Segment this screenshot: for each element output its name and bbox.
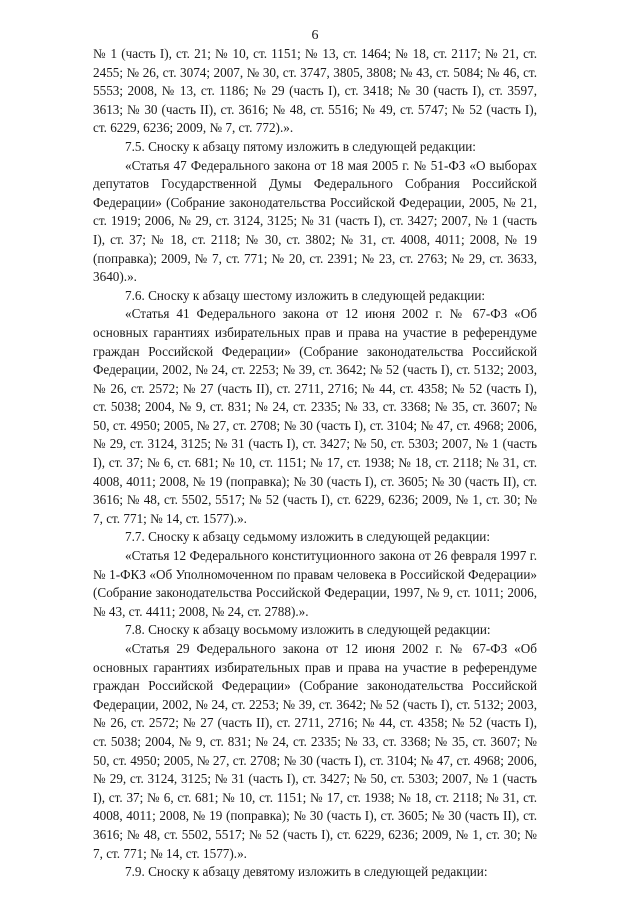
paragraph-7-7-heading: 7.7. Сноску к абзацу седьмому изложить в следующей редакции:	[125, 529, 491, 545]
page-number: 6	[311, 28, 319, 43]
document-body	[93, 45, 537, 882]
paragraph-7-8-text: «Статья 29 Федерального закона от 12 июня 2002 г. № 67-ФЗ «Об основных гарантиях избирательных прав и права на участие в референдуме граждан Российской Федерации» (Собрание законодательства Российской Федерации, 2002, № 24, ст. 2253; № 39, ст. 3642; № 52 (часть I), ст. 5132; 2003, № 26, ст. 2572; № 27 (часть II), ст. 2711, 2716; № 44, ст. 4358; № 52 (часть I), ст. 5038; 2004, № 9, ст. 831; № 24, ст. 2335; № 33, ст. 3368; № 35, ст. 3607; № 50, ст. 4950; 2005, № 27, ст. 2708; № 30 (часть I), ст. 3104; № 47, ст. 4968; 2006, № 29, ст. 3124, 3125; № 31 (часть I), ст. 3427; № 50, ст. 5303; 2007, № 1 (часть I), ст. 37; № 6, ст. 681; № 10, ст. 1151; № 17, ст. 1938; № 18, ст. 2118; № 31, ст. 4008, 4011; 2008, № 19 (поправка); № 30 (часть I), ст. 3605; № 30 (часть II), ст. 3616; № 48, ст. 5502, 5517; № 52 (часть I), ст. 6229, 6236; 2009, № 1, ст. 30; № 7, ст. 771; № 14, ст. 1577).».	[93, 641, 537, 861]
paragraph-7-5-text: «Статья 47 Федерального закона от 18 мая 2005 г. № 51-ФЗ «О выборах депутатов Государственной Думы Федерального Собрания Российской Федерации» (Собрание законодательства Российской Федерации, 2005, № 21, ст. 1919; 2006, № 29, ст. 3124, 3125; № 31 (часть I), ст. 3427; 2007, № 1 (часть I), ст. 37; № 18, ст. 2118; № 30, ст. 3802; № 31, ст. 4008, 4011; 2008, № 19 (поправка); 2009, № 7, ст. 771; № 20, ст. 2391; № 23, ст. 2763; № 29, ст. 3633, 3640).».	[93, 157, 537, 285]
paragraph-7-7-text: «Статья 12 Федерального конституционного закона от 26 февраля 1997 г. № 1-ФКЗ «Об Уполномоченном по правам человека в Российской Федерации» (Собрание законодательства Российской Федерации, 1997, № 9, ст. 1011; 2006, № 43, ст. 4411; 2008, № 24, ст. 2788).».	[93, 548, 537, 619]
paragraph-7-8-heading: 7.8. Сноску к абзацу восьмому изложить в следующей редакции:	[125, 622, 491, 638]
paragraph-continuation: № 1 (часть I), ст. 21; № 10, ст. 1151; № 13, ст. 1464; № 18, ст. 2117; № 21, ст. 2455; № 26, ст. 3074; 2007, № 30, ст. 3747, 3805, 3808; № 43, ст. 5084; № 46, ст. 5553; 2008, № 13, ст. 1186; № 29 (часть I), ст. 3418; № 30 (часть I), ст. 3597, 3613; № 30 (часть II), ст. 3616; № 48, ст. 5516; № 49, ст. 5747; № 52 (часть I), ст. 6229, 6236; 2009, № 7, ст. 772).».	[93, 46, 537, 136]
paragraph-7-9-heading: 7.9. Сноску к абзацу девятому изложить в следующей редакции:	[125, 864, 488, 880]
paragraph-7-6-text: «Статья 41 Федерального закона от 12 июня 2002 г. № 67-ФЗ «Об основных гарантиях избирательных прав и права на участие в референдуме граждан Российской Федерации» (Собрание законодательства Российской Федерации, 2002, № 24, ст. 2253; № 39, ст. 3642; № 52 (часть I), ст. 5132; 2003, № 26, ст. 2572; № 27 (часть II), ст. 2711, 2716; № 44, ст. 4358; № 52 (часть I), ст. 5038; 2004, № 9, ст. 831; № 24, ст. 2335; № 33, ст. 3368; № 35, ст. 3607; № 50, ст. 4950; 2005, № 27, ст. 2708; № 30 (часть I), ст. 3104; № 47, ст. 4968; 2006, № 29, ст. 3124, 3125; № 31 (часть I), ст. 3427; № 50, ст. 5303; 2007, № 1 (часть I), ст. 37; № 6, ст. 681; № 10, ст. 1151; № 17, ст. 1938; № 18, ст. 2118; № 31, ст. 4008, 4011; 2008, № 19 (поправка); № 30 (часть I), ст. 3605; № 30 (часть II), ст. 3616; № 48, ст. 5502, 5517; № 52 (часть I), ст. 6229, 6236; 2009, № 1, ст. 30; № 7, ст. 771; № 14, ст. 1577).».	[93, 306, 537, 526]
paragraph-7-6-heading: 7.6. Сноску к абзацу шестому изложить в следующей редакции:	[125, 287, 486, 303]
paragraph-7-5-heading: 7.5. Сноску к абзацу пятому изложить в следующей редакции:	[125, 138, 476, 154]
